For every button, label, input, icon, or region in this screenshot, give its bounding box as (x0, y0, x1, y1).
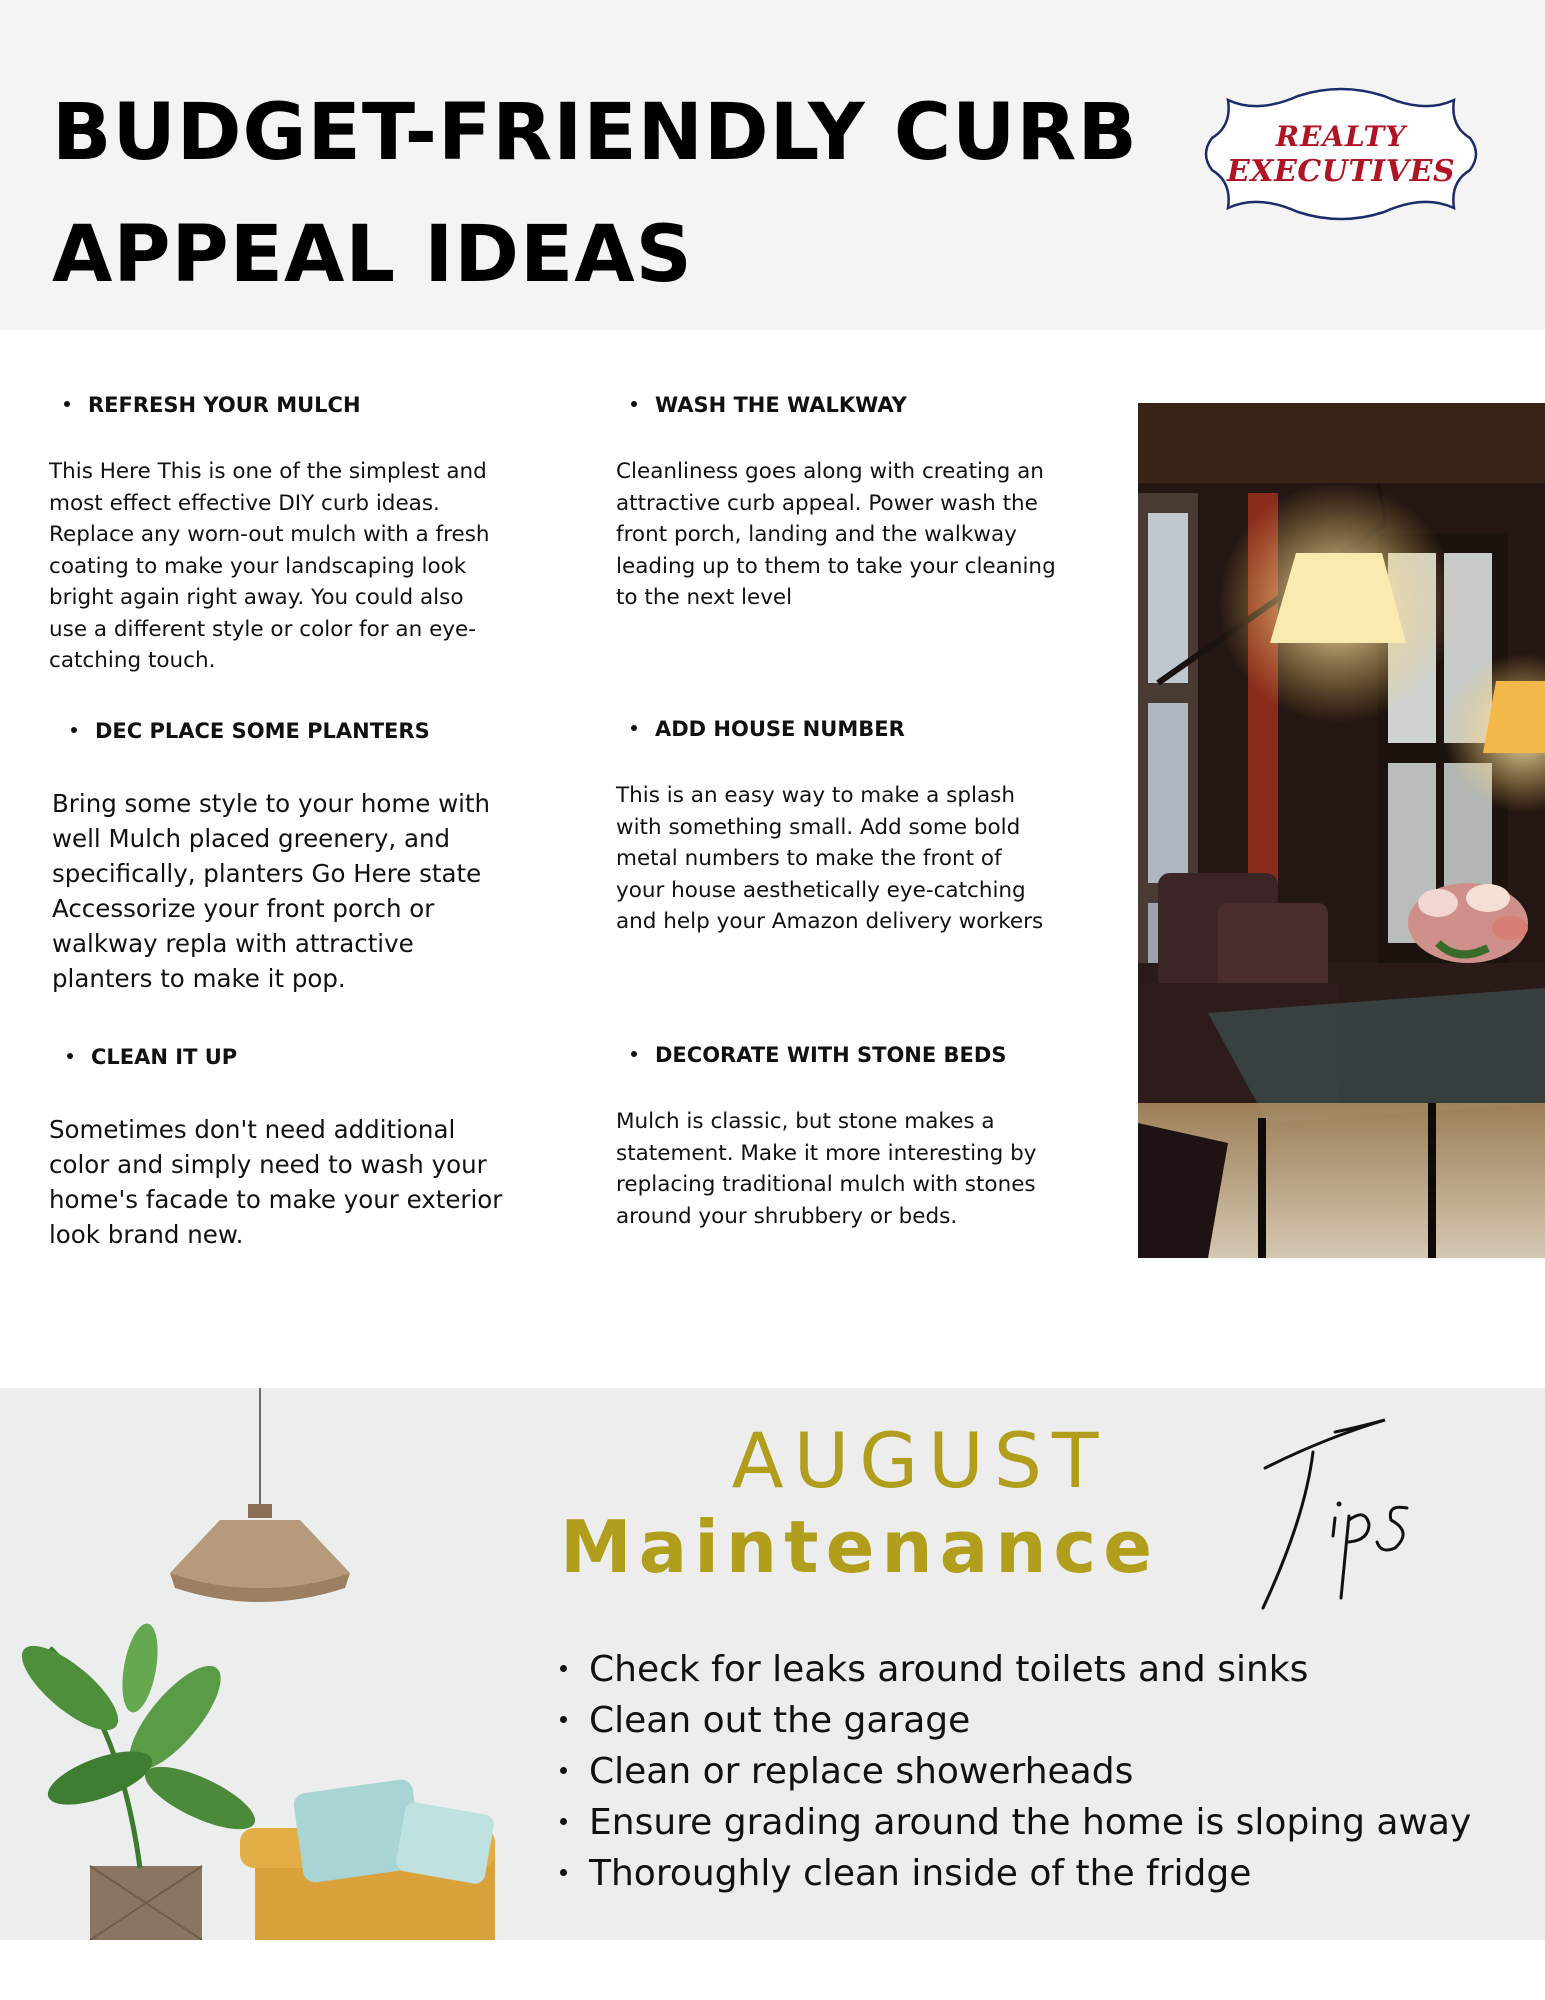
bullet-icon (64, 401, 70, 407)
page-title (52, 72, 1152, 316)
tip-place-planters (71, 719, 430, 743)
maintenance-heading: Maintenance (560, 1505, 1160, 1589)
bullet-icon (71, 727, 77, 733)
bullet-icon (631, 1051, 637, 1057)
tip-heading: ADD HOUSE NUMBER (631, 717, 905, 741)
living-room-photo (1138, 403, 1545, 1258)
room-plant-photo (0, 1388, 495, 1940)
tip-house-number-body: This is an easy way to make a splash with something small. Add some bold metal numbers to make the front of your house aesthetically eye-catching and help your Amazon delivery workers (616, 783, 1044, 934)
bullet-icon (67, 1053, 73, 1059)
list-item: Clean or replace showerheads (560, 1746, 1471, 1797)
tip-refresh-mulch-body: This Here This is one of the simplest and most effect effective DIY curb ideas. Replace any worn-out mulch with a fresh coating to make your landscaping look bright again right away. You could also use a different style or color for an eye- catching touch. (49, 459, 490, 673)
tip-heading: DECORATE WITH STONE BEDS (631, 1043, 1006, 1067)
tip-clean-it-up (67, 1045, 237, 1069)
tip-wash-walkway (631, 393, 907, 417)
bullet-icon (631, 725, 637, 731)
tip-heading: WASH THE WALKWAY (631, 393, 907, 417)
tip-stone-beds (631, 1043, 1006, 1067)
logo-text-realty: REALTY (1275, 120, 1407, 153)
bullet-icon (560, 1818, 567, 1825)
bullet-icon (560, 1869, 567, 1876)
list-item: Thoroughly clean inside of the fridge (560, 1848, 1471, 1899)
title-line-1: BUDGET-FRIENDLY CURB (52, 88, 1138, 178)
bullet-icon (560, 1767, 567, 1774)
logo-text-executives: EXECUTIVES (1226, 154, 1456, 189)
tip-stone-beds-body: Mulch is classic, but stone makes a statement. Make it more interesting by replacing traditional mulch with stones around your shrubbery or beds. (616, 1109, 1037, 1229)
list-item: Ensure grading around the home is sloping away (560, 1797, 1471, 1848)
tips-script-word (1245, 1408, 1425, 1618)
realty-executives-logo (1198, 86, 1484, 222)
title-line-2: APPEAL IDEAS (52, 210, 693, 300)
list-item: Check for leaks around toilets and sinks (560, 1644, 1471, 1695)
bullet-icon (631, 401, 637, 407)
tip-heading: DEC PLACE SOME PLANTERS (71, 719, 430, 743)
tip-heading: CLEAN IT UP (67, 1045, 237, 1069)
bullet-icon (560, 1665, 567, 1672)
maintenance-list (560, 1644, 1471, 1899)
list-item: Clean out the garage (560, 1695, 1471, 1746)
tip-refresh-mulch (64, 393, 361, 417)
bullet-icon (560, 1716, 567, 1723)
tip-place-planters-body: Bring some style to your home with well Mulch placed greenery, and specifically, planters Go Here state Accessorize your front porch or walkway repla with attractive planters to make it pop. (52, 789, 491, 993)
tip-house-number (631, 717, 905, 741)
tip-clean-it-up-body: Sometimes don't need additional color and simply need to wash your home's facade to make your exterior look brand new. (49, 1115, 503, 1249)
maintenance-month: AUGUST (731, 1416, 1109, 1505)
tip-wash-walkway-body: Cleanliness goes along with creating an attractive curb appeal. Power wash the front porch, landing and the walkway leading up to them to take your cleaning to the next level (616, 459, 1056, 610)
tip-heading: REFRESH YOUR MULCH (64, 393, 361, 417)
header-banner (0, 0, 1545, 330)
